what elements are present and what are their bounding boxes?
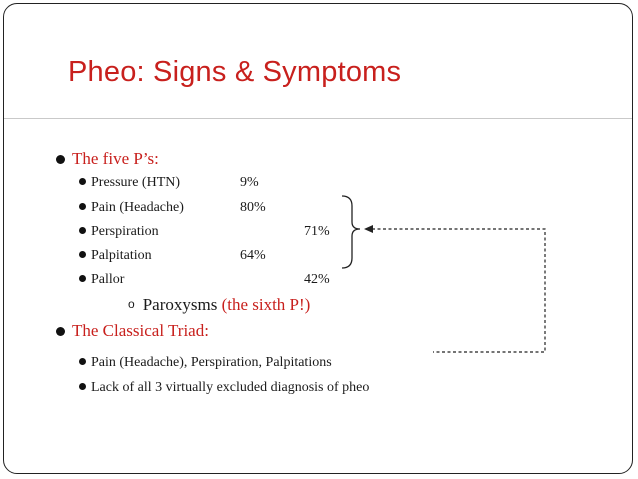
arrow-head-icon	[364, 225, 373, 233]
slide-title: Pheo: Signs & Symptoms	[68, 56, 402, 88]
triad-label: The Classical Triad:	[72, 321, 209, 340]
sixth-p-text: Paroxysms	[142, 295, 218, 314]
curly-brace	[342, 196, 360, 268]
sixth-p-highlight: (the sixth P!)	[221, 295, 311, 314]
five-ps-label: The five P’s:	[72, 149, 159, 168]
sign-label: Perspiration	[91, 224, 159, 239]
dashed-connector	[372, 229, 545, 352]
sign-percent: 80%	[240, 200, 266, 215]
sign-percent: 71%	[304, 224, 330, 239]
sign-percent: 42%	[304, 272, 330, 287]
triad-item: Lack of all 3 virtually excluded diagnosis of pheo	[91, 380, 370, 395]
sign-label: Pain (Headache)	[91, 200, 184, 215]
sign-percent: 9%	[240, 175, 259, 190]
triad-item: Pain (Headache), Perspiration, Palpitations	[91, 355, 332, 370]
sign-label: Palpitation	[91, 248, 152, 263]
circle-bullet-icon: o	[128, 297, 135, 311]
sign-percent: 64%	[240, 248, 266, 263]
sign-label: Pallor	[91, 272, 125, 287]
sign-label: Pressure (HTN)	[91, 175, 181, 190]
